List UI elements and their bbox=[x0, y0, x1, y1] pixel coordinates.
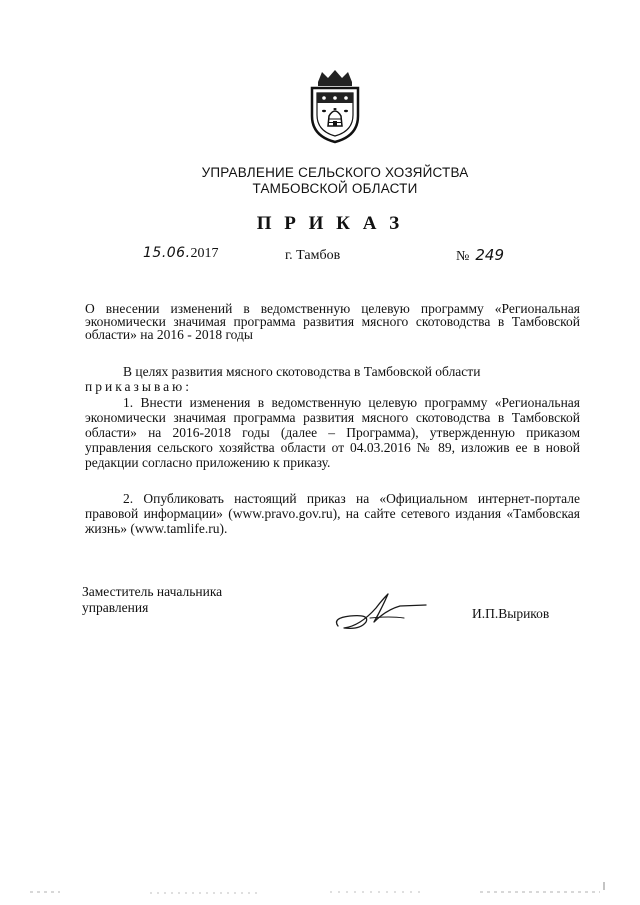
document-city: г. Тамбов bbox=[285, 248, 341, 263]
organization-name-line2: ТАМБОВСКОЙ ОБЛАСТИ bbox=[252, 181, 418, 196]
order-item-2: 2. Опубликовать настоящий приказ на «Официальном интернет-портале правовой информации» (www.pravo.gov.ru), на сайте сетевого издания «Тамбовская жизнь» (www.tamlife.ru). bbox=[85, 491, 580, 536]
signatory-name: И.П.Выриков bbox=[472, 606, 550, 621]
signatory-position bbox=[82, 584, 222, 616]
scan-edge-marks bbox=[0, 880, 640, 905]
handwritten-signature bbox=[330, 588, 430, 638]
document-number bbox=[456, 246, 504, 265]
signatory-position-line1: Заместитель начальника bbox=[82, 584, 223, 599]
signatory-position-line2: управления bbox=[82, 600, 149, 615]
document-date bbox=[143, 245, 219, 262]
date-year: 2017 bbox=[190, 246, 219, 261]
number-handwritten: 249 bbox=[475, 246, 504, 264]
intro-paragraph: В целях развития мясного скотоводства в Тамбовской области bbox=[123, 364, 481, 379]
coat-of-arms-emblem bbox=[304, 68, 366, 144]
number-prefix: № bbox=[456, 249, 470, 264]
order-item-1: 1. Внести изменения в ведомственную целевую программу «Региональная экономически значимая программа развития мясного скотоводства в Тамбовской области» на 2016-2018 годы (далее – Программа), утвержденную приказом управления сельского хозяйства области от 04.03.2016 № 89, изложив ее в новой редакции согласно приложению к приказу. bbox=[85, 395, 580, 470]
organization-name-line1: УПРАВЛЕНИЕ СЕЛЬСКОГО ХОЗЯЙСТВА bbox=[201, 165, 469, 180]
document-subject: О внесении изменений в ведомственную целевую программу «Региональная экономически значимая программа развития мясного скотоводства в Тамбовской области» на 2016 - 2018 годы bbox=[85, 301, 580, 342]
document-title: П Р И К А З bbox=[256, 213, 404, 234]
date-handwritten: 15.06. bbox=[143, 245, 191, 261]
order-word: приказываю: bbox=[85, 379, 192, 394]
